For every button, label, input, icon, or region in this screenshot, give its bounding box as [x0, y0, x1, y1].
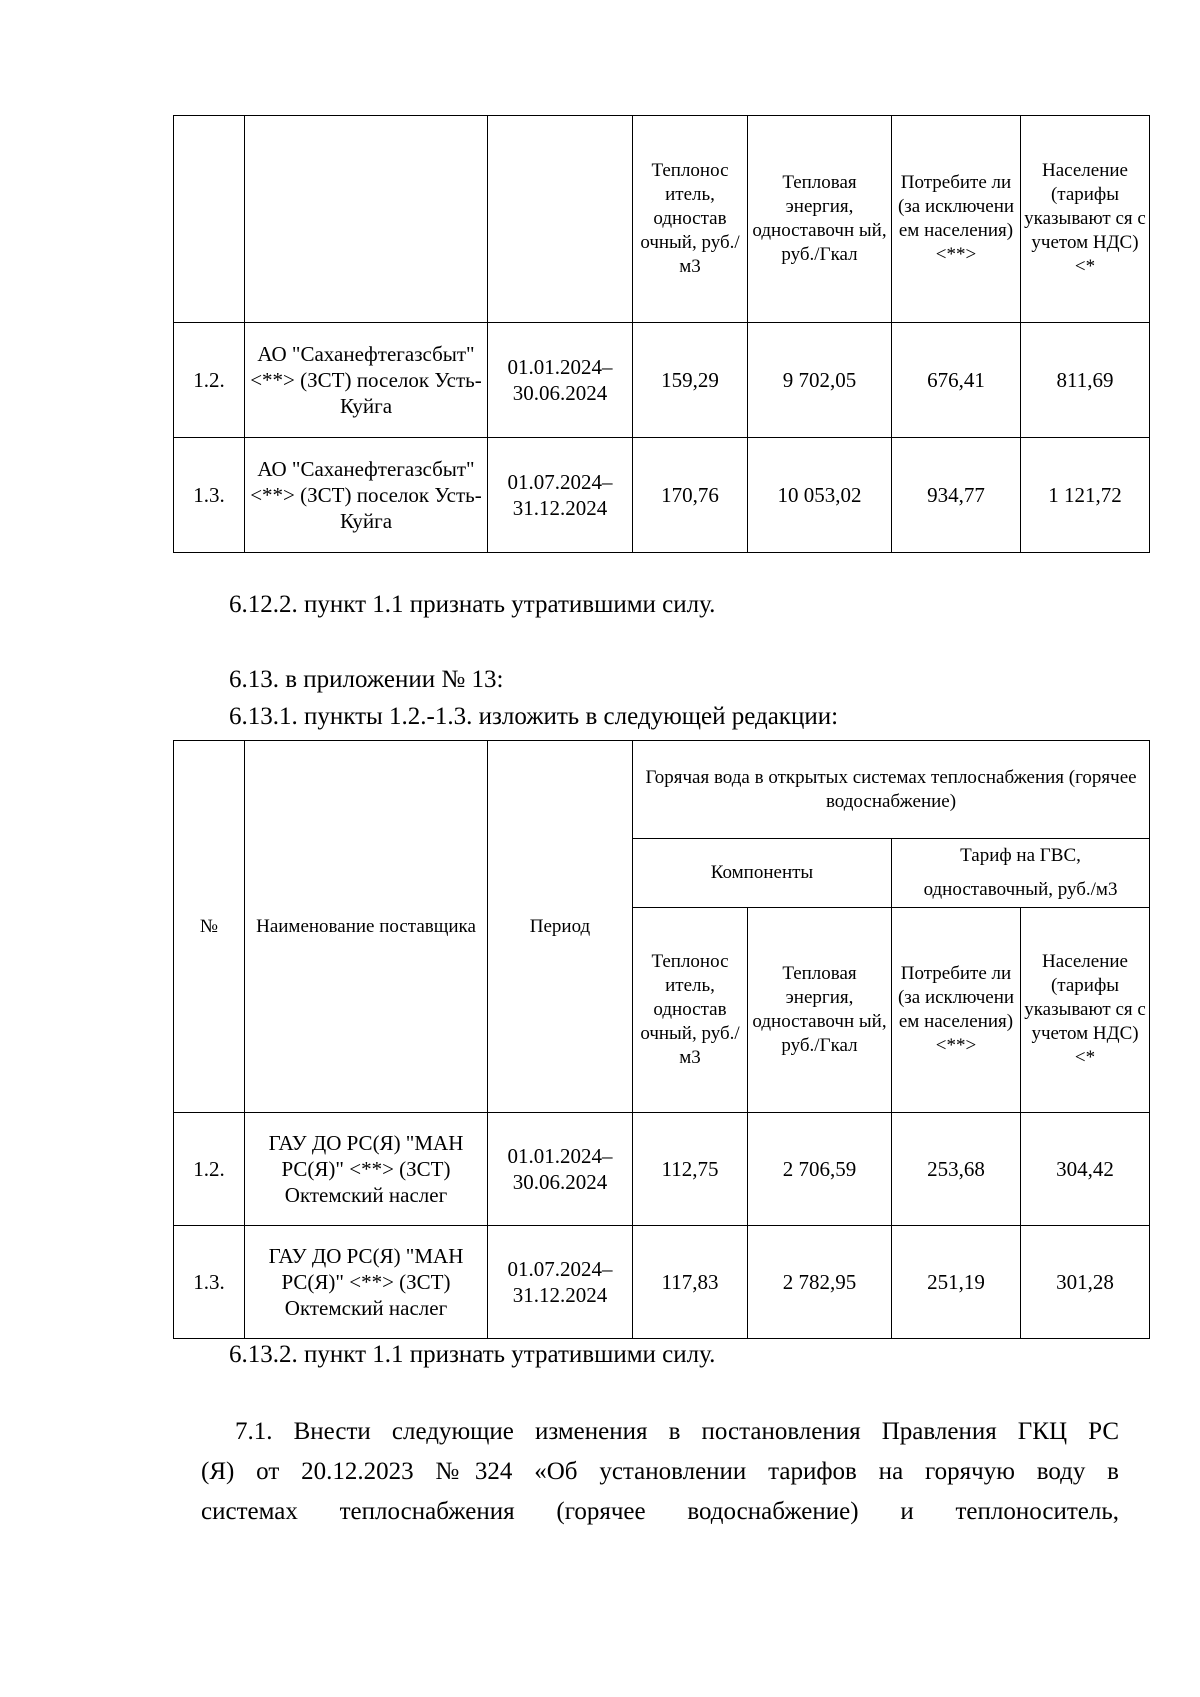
header-hot-water-group: Горячая вода в открытых системах теплоснабжения (горячее водоснабжение): [633, 741, 1150, 839]
row-number: 1.3.: [174, 1226, 245, 1339]
table-row: [174, 438, 1150, 553]
energy-value: 2 706,59: [748, 1113, 892, 1226]
header-supplier: Наименование поставщика: [245, 741, 488, 1113]
table-row: [174, 1113, 1150, 1226]
energy-value: 9 702,05: [748, 323, 892, 438]
row-number: 1.2.: [174, 1113, 245, 1226]
period: 01.01.2024– 30.06.2024: [488, 1113, 633, 1226]
header-carrier: Теплонос итель, одностав очный, руб./м3: [633, 116, 748, 323]
paragraph-6-13-2: 6.13.2. пункт 1.1 признать утратившими силу.: [229, 1341, 716, 1368]
period: 01.01.2024– 30.06.2024: [488, 323, 633, 438]
header-population: Население (тарифы указывают ся с учетом НДС) <*: [1021, 116, 1150, 323]
supplier-name: АО "Саханефтегазсбыт" <**> (ЗСТ) поселок Усть-Куйга: [245, 438, 488, 553]
table-row: [174, 1226, 1150, 1339]
header-cell-empty: [488, 116, 633, 323]
supplier-name: АО "Саханефтегазсбыт" <**> (ЗСТ) поселок Усть-Куйга: [245, 323, 488, 438]
consumers-value: 251,19: [892, 1226, 1021, 1339]
header-number: №: [174, 741, 245, 1113]
header-tariff: Тариф на ГВС, одноставочный, руб./м3: [892, 839, 1150, 908]
paragraph-6-12-2: 6.12.2. пункт 1.1 признать утратившими силу.: [229, 591, 716, 618]
header-consumers: Потребите ли (за исключени ем населения) <**>: [892, 908, 1021, 1113]
row-number: 1.3.: [174, 438, 245, 553]
paragraph-6-13-1: 6.13.1. пункты 1.2.-1.3. изложить в следующей редакции:: [229, 703, 839, 730]
carrier-value: 117,83: [633, 1226, 748, 1339]
tariff-table-continuation: [173, 115, 1150, 553]
row-number: 1.2.: [174, 323, 245, 438]
paragraph-7-1: [201, 1412, 1119, 1532]
consumers-value: 934,77: [892, 438, 1021, 553]
header-consumers: Потребите ли (за исключени ем населения) <**>: [892, 116, 1021, 323]
supplier-name: ГАУ ДО РС(Я) "МАН РС(Я)" <**> (ЗСТ) Октемский наслег: [245, 1113, 488, 1226]
header-cell-empty: [174, 116, 245, 323]
carrier-value: 112,75: [633, 1113, 748, 1226]
population-value: 811,69: [1021, 323, 1150, 438]
header-period: Период: [488, 741, 633, 1113]
header-energy: Тепловая энергия, одноставочн ый, руб./Гкал: [748, 116, 892, 323]
paragraph-line: 7.1. Внести следующие изменения в постановления Правления ГКЦ РС: [235, 1418, 1119, 1445]
paragraph-line: системах теплоснабжения (горячее водоснабжение) и теплоноситель,: [201, 1498, 1119, 1525]
consumers-value: 253,68: [892, 1113, 1021, 1226]
paragraph-line: (Я) от 20.12.2023 №324 «Об установлении тарифов на горячую воду в: [201, 1458, 1119, 1485]
population-value: 301,28: [1021, 1226, 1150, 1339]
header-cell-empty: [245, 116, 488, 323]
energy-value: 10 053,02: [748, 438, 892, 553]
carrier-value: 159,29: [633, 323, 748, 438]
period: 01.07.2024– 31.12.2024: [488, 438, 633, 553]
population-value: 1 121,72: [1021, 438, 1150, 553]
header-energy: Тепловая энергия, одноставочн ый, руб./Гкал: [748, 908, 892, 1113]
period: 01.07.2024– 31.12.2024: [488, 1226, 633, 1339]
table-row: [174, 323, 1150, 438]
consumers-value: 676,41: [892, 323, 1021, 438]
carrier-value: 170,76: [633, 438, 748, 553]
header-population: Население (тарифы указывают ся с учетом НДС) <*: [1021, 908, 1150, 1113]
supplier-name: ГАУ ДО РС(Я) "МАН РС(Я)" <**> (ЗСТ) Октемский наслег: [245, 1226, 488, 1339]
tariff-table-appendix-13: [173, 740, 1150, 1339]
header-components: Компоненты: [633, 839, 892, 908]
population-value: 304,42: [1021, 1113, 1150, 1226]
energy-value: 2 782,95: [748, 1226, 892, 1339]
header-carrier: Теплонос итель, одностав очный, руб./м3: [633, 908, 748, 1113]
paragraph-6-13: 6.13. в приложении № 13:: [229, 666, 504, 693]
